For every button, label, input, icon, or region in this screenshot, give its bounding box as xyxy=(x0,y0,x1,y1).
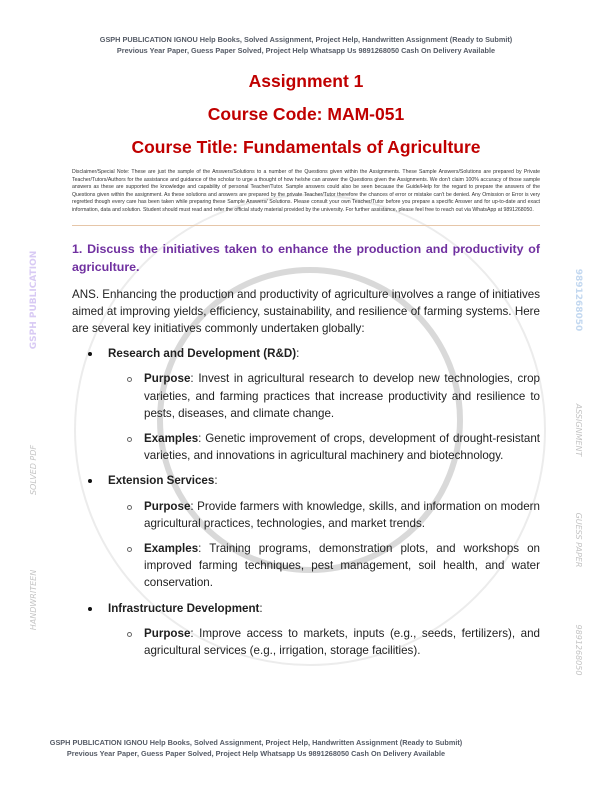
footer-line-2: Previous Year Paper, Guess Paper Solved, Project Help Whatsapp Us 9891268050 Cash On Delivery Available xyxy=(66,749,446,758)
sub-list-item: Examples: Training programs, demonstration plots, and workshops on improved farming techniques, pest management, soil health, and water conservation. xyxy=(72,540,540,592)
hollow-bullet-icon xyxy=(127,632,132,637)
sub-list-item: Purpose: Improve access to markets, inputs (e.g., seeds, fertilizers), and agricultural services (e.g., irrigation, storage facilities). xyxy=(72,625,540,659)
sub-list-item: Purpose: Provide farmers with knowledge, skills, and information on modern agricultural practices, technologies, and market trends. xyxy=(72,498,540,532)
watermark-line: 9891268050 xyxy=(574,624,583,676)
initiative-title: Extension Services xyxy=(108,474,215,488)
watermark-line: GUESS PAPER xyxy=(574,512,583,568)
list-item: Research and Development (R&D): xyxy=(72,345,540,362)
list-item: Extension Services: xyxy=(72,472,540,489)
watermark-line: HANDWRITEEN xyxy=(29,569,38,631)
title-block xyxy=(72,70,540,158)
footer xyxy=(22,737,490,759)
answer-intro: ANS. Enhancing the production and productivity of agriculture involves a range of initiatives aimed at improving yields, efficiency, sustainability, and resilience of farming systems. Here are several key initiatives commonly undertaken globally: xyxy=(72,287,540,335)
initiative-title: Infrastructure Development xyxy=(108,601,260,615)
header xyxy=(22,34,590,56)
assignment-title: Assignment 1 xyxy=(248,71,364,91)
initiatives-list xyxy=(72,345,540,659)
sub-list-item: Examples: Genetic improvement of crops, development of drought-resistant varieties, and innovations in agricultural machinery and biotechnology. xyxy=(72,430,540,464)
point-label: Examples xyxy=(144,431,199,445)
bullet-icon xyxy=(88,479,92,483)
watermark-phone-arc: 9891268050 xyxy=(573,268,583,332)
header-line-1: GSPH PUBLICATION IGNOU Help Books, Solved Assignment, Project Help, Handwritten Assignment (Ready to Submit) xyxy=(99,35,513,44)
bullet-icon xyxy=(88,607,92,611)
hollow-bullet-icon xyxy=(127,437,132,442)
bullet-icon xyxy=(88,352,92,356)
footer-line-1: GSPH PUBLICATION IGNOU Help Books, Solved Assignment, Project Help, Handwritten Assignment (Ready to Submit) xyxy=(49,738,463,747)
initiative-title: Research and Development (R&D) xyxy=(108,347,297,361)
watermark-line: ASSIGNMENT xyxy=(574,403,583,457)
disclaimer-text: Disclaimer/Special Note: These are just the sample of the Answers/Solutions to a number of the Questions given within the Assignments. These Sample Answers/Solutions are prepared by Private Teacher/Tutors/Authors for the assistance and guidance of the scholar to urge a thought of how he/she can answer the Questions given the Assignments. We don't claim 100% accuracy of those sample answers as these are supported the knowledge and capability of personal Teacher/Tutor. Sample answers could also be seen because the Guide/Help for the regard to prepare the answers of the Questions given within the assignment. As these solutions and answers are prepared by the private Teacher/Tutor therefore the chances of error or mistake can't be denied. Any Omission or Error is very regretted though every care has been taken while preparing these Sample Answers/ Solutions. Please consult your own Teacher/Tutor before you prepare a specific Answer and for up-to-date and exact information, data and solution. Student should must read and refer the official study material provided by the university. For further assistance, please feel free to reach out via WhatsApp at 9891268050. xyxy=(72,169,540,213)
course-code: Course Code: MAM-051 xyxy=(207,104,405,124)
header-line-2: Previous Year Paper, Guess Paper Solved, Project Help Whatsapp Us 9891268050 Cash On Delivery Available xyxy=(116,46,496,55)
hollow-bullet-icon xyxy=(127,547,132,552)
point-label: Examples xyxy=(144,542,199,555)
point-text: Invest in agricultural research to develop new technologies, crop varieties, and farming practices that increase productivity and resilience to pests, diseases, and climate change. xyxy=(144,372,540,420)
question-heading: 1. Discuss the initiatives taken to enhance the production and productivity of agriculture. xyxy=(72,241,540,274)
point-label: Purpose xyxy=(144,372,191,386)
point-label: Purpose xyxy=(144,499,191,513)
divider xyxy=(72,225,540,226)
point-text: Provide farmers with knowledge, skills, and information on modern agricultural practices, technologies, and market trends. xyxy=(144,499,540,530)
watermark-arc-text: GSPH PUBLICATION xyxy=(29,250,39,350)
hollow-bullet-icon xyxy=(127,505,132,510)
point-text: Training programs, demonstration plots, and workshops on improved farming techniques, pest management, soil health, and water conservation. xyxy=(144,542,541,590)
list-item: Infrastructure Development: xyxy=(72,600,540,617)
course-title: Course Title: Fundamentals of Agriculture xyxy=(131,137,481,157)
point-text: Improve access to markets, inputs (e.g., seeds, fertilizers), and agricultural services (e.g., irrigation, storage facilities). xyxy=(144,626,540,658)
watermark-line: SOLVED PDF xyxy=(29,444,38,496)
hollow-bullet-icon xyxy=(127,377,132,382)
point-text: Genetic improvement of crops, development of drought-resistant varieties, and innovations in agricultural machinery and biotechnology. xyxy=(144,431,540,463)
sub-list-item: Purpose: Invest in agricultural research to develop new technologies, crop varieties, and farming practices that increase productivity and resilience to pests, diseases, and climate change. xyxy=(72,370,540,422)
point-label: Purpose xyxy=(144,626,191,640)
